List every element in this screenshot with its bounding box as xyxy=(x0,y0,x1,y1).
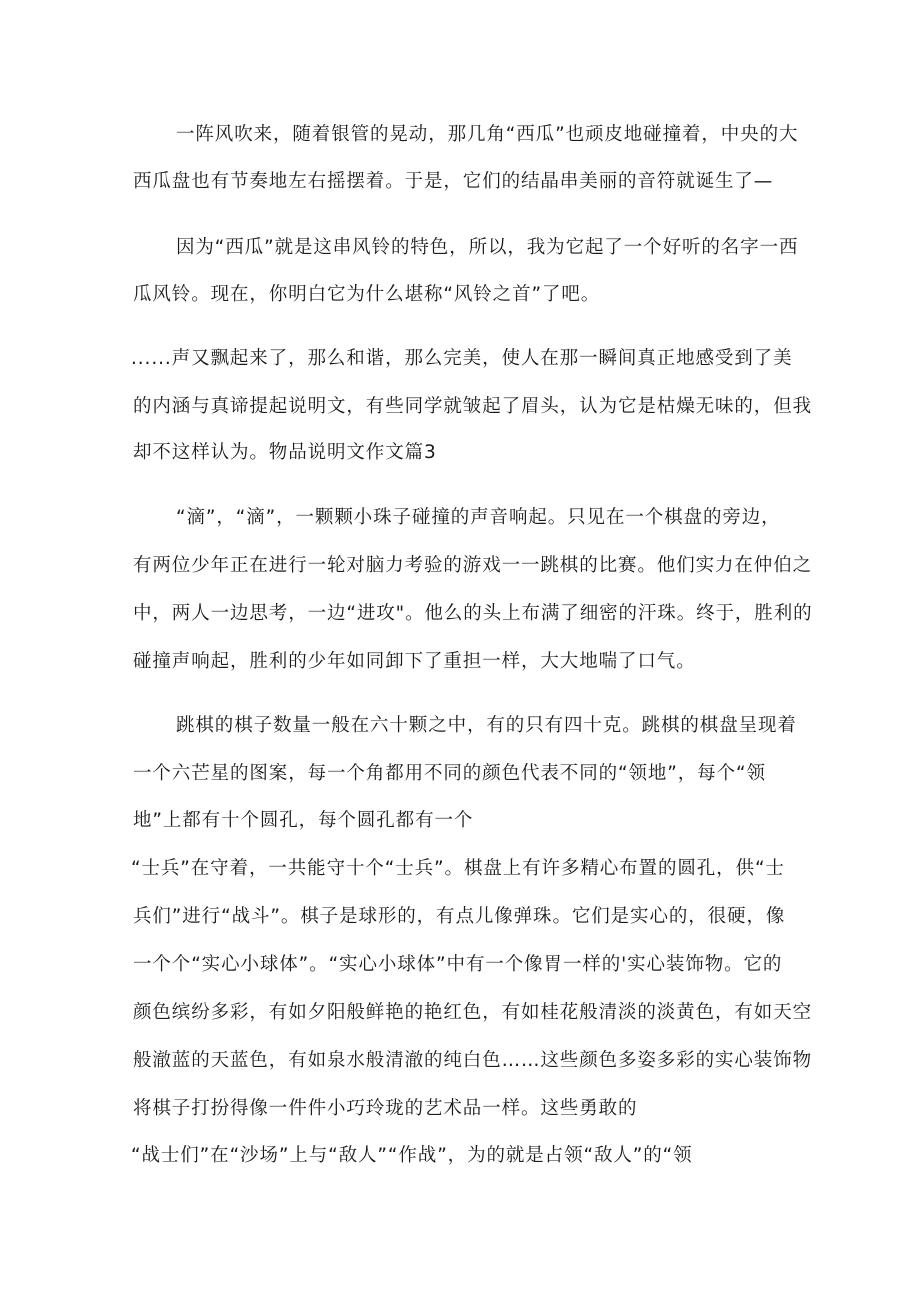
paragraph-6-line-3: 一个个“实心小球体”。“实心小球体”中有一个像胃一样的'实心装饰物。它的 xyxy=(133,954,783,975)
paragraph-6-line-5: 般澈蓝的天蓝色，有如泉水般清澈的纯白色……这些颜色多姿多彩的实心装饰物 xyxy=(133,1050,813,1071)
paragraph-4-line-4: 碰撞声响起，胜利的少年如同卸下了重担一样，大大地喘了口气。 xyxy=(133,651,696,672)
paragraph-1-line-1: 一阵风吹来，随着银管的晃动，那几角“西瓜”也顽皮地碰撞着，中央的大 xyxy=(176,124,799,145)
paragraph-5-line-2: 一个六芒星的图案，每一个角都用不同的颜色代表不同的“领地”，每个“领 xyxy=(133,763,766,784)
paragraph-6-line-2: 兵们”进行“战斗”。棋子是球形的，有点儿像弹珠。它们是实心的，很硬，像 xyxy=(133,906,786,927)
paragraph-1-line-2: 西瓜盘也有节奏地左右摇摆着。于是，它们的结晶串美丽的音符就诞生了— xyxy=(133,171,774,192)
paragraph-6-line-6: 将棋子打扮得像一件件小巧玲珑的艺术品一样。这些勇敢的 xyxy=(133,1098,638,1119)
paragraph-7-line-1: “战士们”在“沙场”上与“敌人”“作战”，为的就是占领“敌人”的“领 xyxy=(131,1145,693,1166)
paragraph-6-line-1: “士兵”在守着，一共能守十个“士兵”。棋盘上有许多精心布置的圆孔，供“士 xyxy=(131,858,785,879)
paragraph-5-line-3: 地”上都有十个圆孔，每个圆孔都有一个 xyxy=(133,810,474,831)
paragraph-5-line-1: 跳棋的棋子数量一般在六十颗之中，有的只有四十克。跳棋的棋盘呈现着 xyxy=(176,715,797,736)
paragraph-3-line-1: ......声又飘起来了，那么和谐，那么完美，使人在那一瞬间真正地感受到了美 xyxy=(131,348,793,369)
paragraph-2-line-1: 因为“西瓜”就是这串风铃的特色，所以，我为它起了一个好听的名字一西 xyxy=(176,237,799,258)
paragraph-4-line-3: 中，两人一边思考，一边“进攻"。他么的头上布满了细密的汗珠。终于，胜利的 xyxy=(133,603,813,624)
paragraph-3-line-3: 却不这样认为。物品说明文作文篇3 xyxy=(133,442,437,463)
paragraph-2-line-2: 瓜风铃。现在，你明白它为什么堪称“风铃之首”了吧。 xyxy=(133,284,601,305)
paragraph-4-line-2: 有两位少年正在进行一轮对脑力考验的游戏一一跳棋的比赛。他们实力在仲伯之 xyxy=(133,555,813,576)
paragraph-3-line-2: 的内涵与真谛提起说明文，有些同学就皱起了眉头，认为它是枯燥无味的，但我 xyxy=(133,396,813,417)
paragraph-4-line-1: “滴”，“滴”，一颗颗小珠子碰撞的声音响起。只见在一个棋盘的旁边， xyxy=(176,507,781,528)
paragraph-6-line-4: 颜色缤纷多彩，有如夕阳般鲜艳的艳红色，有如桂花般清淡的淡黄色，有如天空 xyxy=(133,1002,813,1023)
